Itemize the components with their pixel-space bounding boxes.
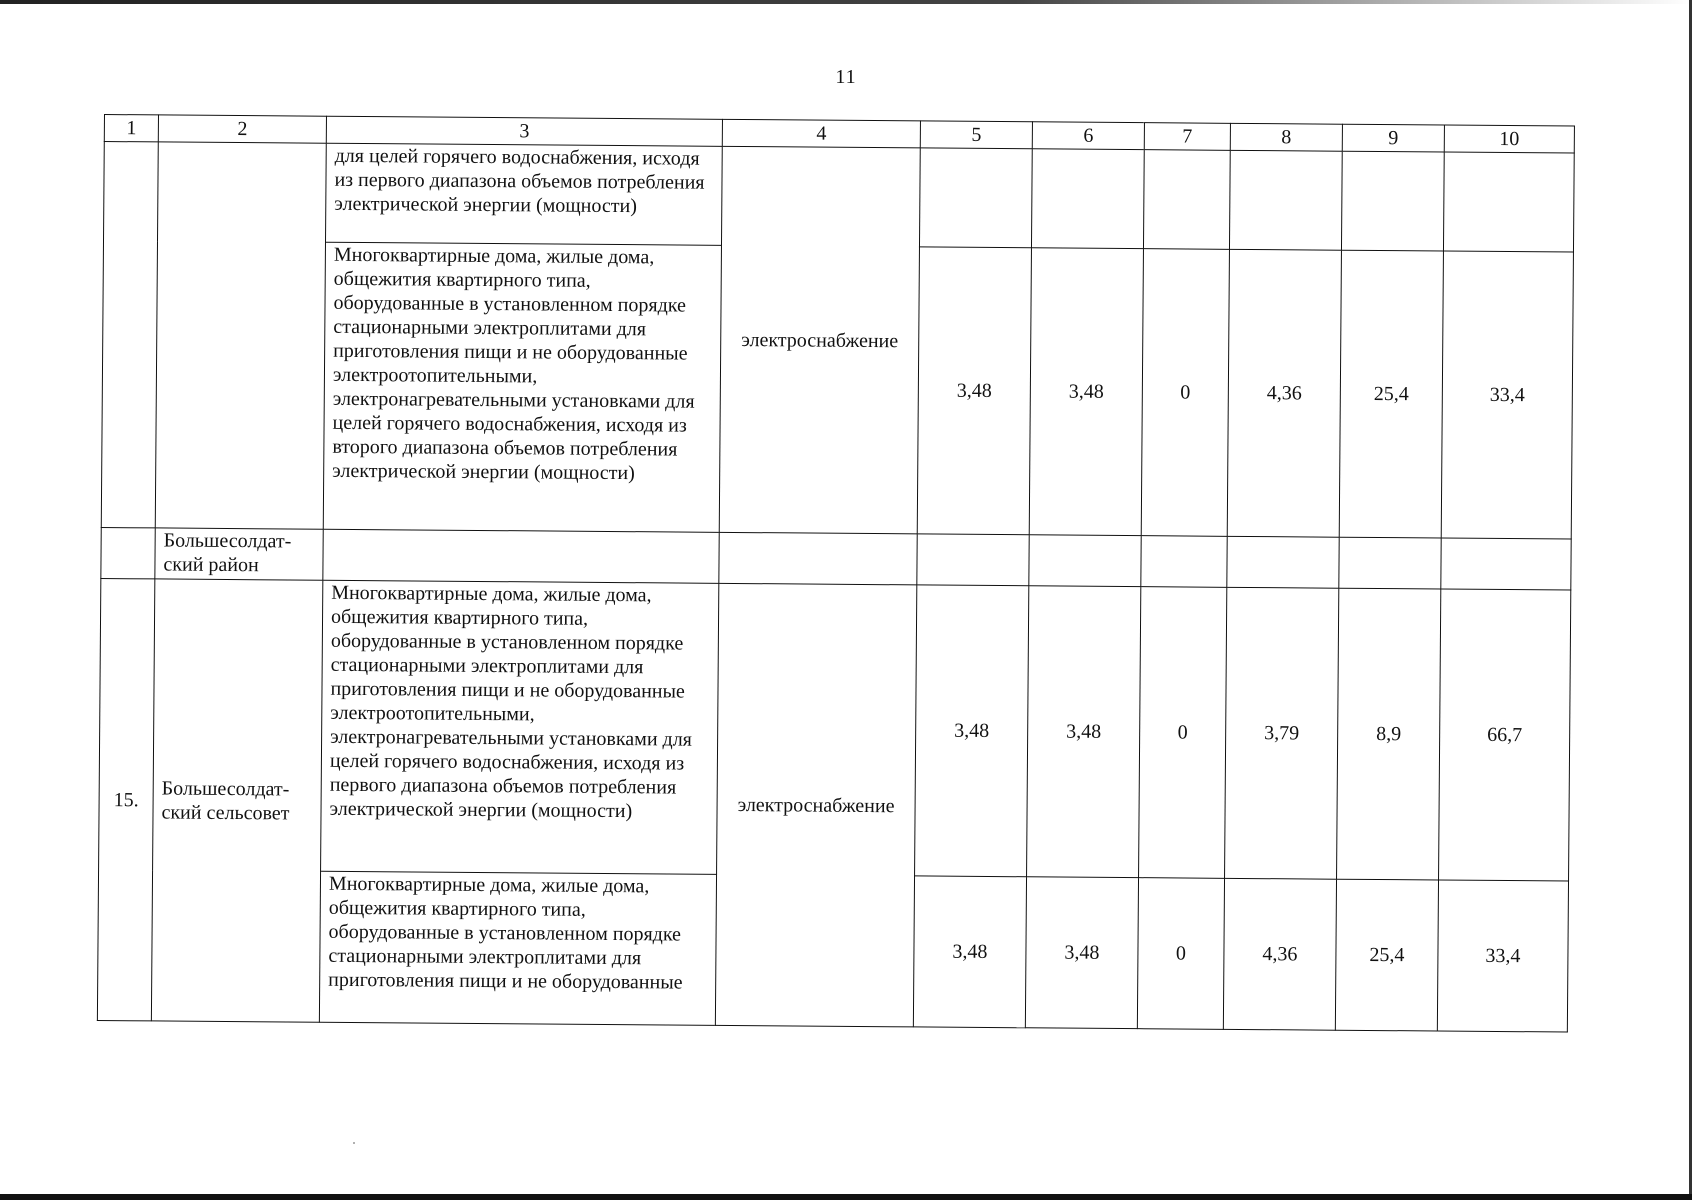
value-cell-col7: 0 bbox=[1137, 878, 1224, 1030]
value-cell-col7: 0 bbox=[1139, 587, 1227, 879]
value-cell-col10: 66,7 bbox=[1439, 589, 1571, 881]
number-cell-empty bbox=[101, 527, 155, 578]
description-cell: для целей горячего водоснабжения, исходя из первого диапазона объемов потребления электрической энергии (мощности) bbox=[325, 143, 722, 245]
description-cell: Многоквартирные дома, жилые дома, общежития квартирного типа, оборудованные в установленном порядке стационарными электроплитами для приготовления пищи и не оборудованные электроотопительными, электронагревательными установками для целей горячего водоснабжения, исходя из первого диапазона объемов потребления электрической энергии (мощности) bbox=[321, 580, 719, 874]
scan-speck bbox=[353, 1142, 355, 1144]
header-cell-5: 5 bbox=[920, 121, 1032, 149]
value-cell-col10: 33,4 bbox=[1437, 880, 1568, 1032]
value-cell-empty bbox=[1229, 150, 1342, 250]
service-cell: электроснабжение bbox=[715, 583, 916, 1027]
value-cell-col5: 3,48 bbox=[917, 247, 1031, 535]
header-cell-1: 1 bbox=[104, 115, 158, 142]
header-cell-6: 6 bbox=[1032, 122, 1144, 150]
value-cell-empty bbox=[1341, 151, 1444, 251]
value-cell-col5: 3,48 bbox=[913, 876, 1026, 1028]
value-cell-col5: 3,48 bbox=[915, 585, 1029, 877]
value-cell-col8: 4,36 bbox=[1227, 249, 1341, 537]
empty-cell bbox=[1441, 538, 1571, 590]
header-cell-7: 7 bbox=[1144, 123, 1230, 151]
description-cell: Многоквартирные дома, жилые дома, общежития квартирного типа, оборудованные в установленном порядке стационарными электроплитами для приготовления пищи и не оборудованные bbox=[319, 871, 716, 1025]
value-cell-col6: 3,48 bbox=[1025, 877, 1138, 1029]
header-cell-4: 4 bbox=[722, 119, 920, 148]
empty-cell bbox=[1339, 537, 1441, 589]
region-name-cell: Большесолдат-ский район bbox=[155, 528, 323, 580]
value-cell-col8: 3,79 bbox=[1225, 587, 1339, 879]
empty-cell bbox=[1141, 536, 1227, 588]
empty-cell bbox=[917, 534, 1029, 586]
header-cell-9: 9 bbox=[1342, 124, 1444, 152]
value-cell-col6: 3,48 bbox=[1029, 248, 1143, 536]
value-cell-col9: 25,4 bbox=[1335, 879, 1438, 1031]
page-number: 11 bbox=[835, 66, 857, 88]
value-cell-empty bbox=[1443, 152, 1574, 252]
header-cell-2: 2 bbox=[158, 115, 326, 143]
empty-cell bbox=[323, 529, 719, 583]
header-cell-3: 3 bbox=[326, 116, 722, 146]
empty-cell bbox=[1029, 535, 1141, 587]
description-cell: Многоквартирные дома, жилые дома, общежития квартирного типа, оборудованные в установленном порядке стационарными электроплитами для приготовления пищи и не оборудованные электроотопительными, электронагревательными установками для целей горячего водоснабжения, исходя из второго диапазона объемов потребления электрической энергии (мощности) bbox=[323, 242, 721, 532]
empty-cell bbox=[719, 532, 917, 585]
municipality-cell-empty bbox=[155, 142, 326, 529]
value-cell-col9: 25,4 bbox=[1339, 250, 1443, 538]
scan-edge-bottom bbox=[0, 1194, 1692, 1200]
value-cell-col6: 3,48 bbox=[1027, 586, 1141, 878]
service-cell: электроснабжение bbox=[719, 146, 920, 534]
table-row bbox=[99, 578, 1571, 881]
scan-edge-top bbox=[0, 0, 1692, 4]
header-cell-8: 8 bbox=[1230, 123, 1342, 151]
value-cell-empty bbox=[919, 148, 1032, 248]
number-cell-empty bbox=[101, 142, 158, 528]
header-cell-10: 10 bbox=[1444, 125, 1574, 153]
table-row bbox=[104, 142, 1575, 253]
value-cell-empty bbox=[1031, 149, 1144, 249]
value-cell-empty bbox=[1143, 150, 1230, 250]
tariff-table bbox=[97, 114, 1575, 1033]
municipality-name-cell: Большесолдат-ский сельсовет bbox=[151, 579, 322, 1022]
value-cell-col9: 8,9 bbox=[1337, 588, 1441, 880]
value-cell-col10: 33,4 bbox=[1441, 251, 1573, 539]
value-cell-col7: 0 bbox=[1141, 249, 1229, 537]
value-cell-col8: 4,36 bbox=[1223, 878, 1336, 1030]
municipality-number-cell: 15. bbox=[97, 578, 154, 1020]
empty-cell bbox=[1227, 536, 1339, 588]
